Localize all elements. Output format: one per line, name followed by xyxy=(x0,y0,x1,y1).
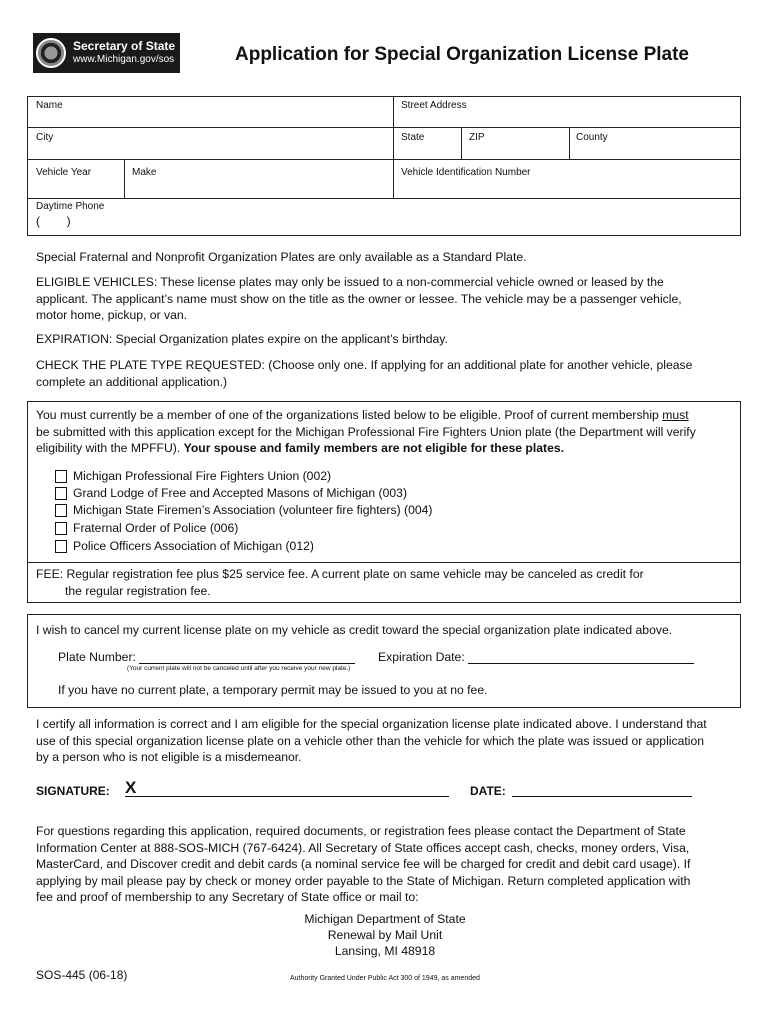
certification-text: I certify all information is correct and I am eligible for the special organization license plate indicated above. I understand that use of this special organization license plate on a vehicle other than the vehicle for which the plate was issued or application by a person who is not eligible is a misdemeanor. xyxy=(36,717,707,764)
zip-field[interactable]: ZIP xyxy=(469,132,485,143)
name-field[interactable]: Name xyxy=(36,100,63,111)
org-option-mpffu[interactable]: Michigan Professional Fire Fighters Union (002) xyxy=(55,468,331,484)
logo-title: Secretary of State xyxy=(73,39,176,54)
expiration-date-input[interactable] xyxy=(468,651,694,664)
plate-number-label: Plate Number: xyxy=(58,650,136,664)
signature-x-mark: X xyxy=(125,778,137,797)
date-label: DATE: xyxy=(470,784,506,798)
questions-text: For questions regarding this application, required documents, or registration fees please contact the Department of State Information Center at 888-SOS-MICH (767-6424). All Secretary of State offices accept cash, checks, money orders, Visa, MasterCard, and Discover credit and debit cards (a nominal service fee will be charged for credit and debit card usage). If applying by mail please pay by check or money order payable to the State of Michigan. Return completed application with fee and proof of membership to any Secretary of State office or mail to: xyxy=(36,824,691,904)
membership-text: You must currently be a member of one of the organizations listed below to be eligible. Proof of current membership must be submitted with this application except for the Michigan Professional Fire Fighters Union plate (the Department will verify eligibility with the MPFFU). Your spouse and family members are not eligible for these plates. xyxy=(36,408,696,455)
checkbox[interactable] xyxy=(55,540,67,553)
signature-input[interactable] xyxy=(125,779,449,797)
phone-area-code: ( ) xyxy=(36,214,71,228)
form-number: SOS-445 (06-18) xyxy=(36,968,128,982)
state-field[interactable]: State xyxy=(401,132,425,143)
eligible-vehicles: ELIGIBLE VEHICLES: These license plates may only be issued to a non-commercial vehicle owned or leased by the applicant. The applicant’s name must show on the title as the owner or lessee. The vehicle may be a passenger vehicle, motor home, pickup, or van. xyxy=(36,275,682,322)
checkbox[interactable] xyxy=(55,522,67,535)
city-field[interactable]: City xyxy=(36,132,54,143)
state-seal-icon xyxy=(36,38,66,68)
plate-number-row xyxy=(58,650,355,664)
org-option-masons[interactable]: Grand Lodge of Free and Accepted Masons of Michigan (003) xyxy=(55,485,407,501)
authority-note: Authority Granted Under Public Act 300 of 1949, as amended xyxy=(290,975,480,982)
temp-permit-note: If you have no current plate, a temporary permit may be issued to you at no fee. xyxy=(58,683,488,697)
expiration-date-row xyxy=(378,650,694,664)
checkbox[interactable] xyxy=(55,504,67,517)
org-option-fop[interactable]: Fraternal Order of Police (006) xyxy=(55,520,238,536)
date-input[interactable] xyxy=(512,784,692,797)
cancel-intro: I wish to cancel my current license plate on my vehicle as credit toward the special organization plate indicated above. xyxy=(36,623,673,637)
check-plate-type: CHECK THE PLATE TYPE REQUESTED: (Choose only one. If applying for an additional plate for another vehicle, please complete an additional application.) xyxy=(36,358,693,389)
mailing-address: Michigan Department of State Renewal by Mail Unit Lansing, MI 48918 xyxy=(304,912,466,958)
checkbox[interactable] xyxy=(55,487,67,500)
make-field[interactable]: Make xyxy=(132,167,157,178)
standard-plate-note: Special Fraternal and Nonprofit Organization Plates are only available as a Standard Plate. xyxy=(36,250,527,264)
checkbox[interactable] xyxy=(55,470,67,483)
plate-number-input[interactable] xyxy=(139,651,355,664)
cancel-note: (Your current plate will not be canceled until after you receive your new plate.) xyxy=(127,665,351,672)
logo-url: www.Michigan.gov/sos xyxy=(73,54,175,66)
applicant-info-grid xyxy=(27,96,741,236)
org-option-poam[interactable]: Police Officers Association of Michigan (012) xyxy=(55,538,314,554)
signature-label: SIGNATURE: xyxy=(36,784,110,798)
sos-logo xyxy=(33,33,180,73)
expiration-note: EXPIRATION: Special Organization plates expire on the applicant’s birthday. xyxy=(36,332,448,346)
county-field[interactable]: County xyxy=(576,132,608,143)
fee-text: FEE: Regular registration fee plus $25 service fee. A current plate on same vehicle may be canceled as credit for the regular registration fee. xyxy=(36,567,644,598)
daytime-phone-field[interactable]: Daytime Phone xyxy=(36,201,105,212)
org-option-firemen[interactable]: Michigan State Firemen’s Association (volunteer fire fighters) (004) xyxy=(55,502,432,518)
expiration-date-label: Expiration Date: xyxy=(378,650,465,664)
vehicle-year-field[interactable]: Vehicle Year xyxy=(36,167,92,178)
vin-field[interactable]: Vehicle Identification Number xyxy=(401,167,531,178)
page-title: Application for Special Organization License Plate xyxy=(235,44,689,65)
street-address-field[interactable]: Street Address xyxy=(401,100,467,111)
